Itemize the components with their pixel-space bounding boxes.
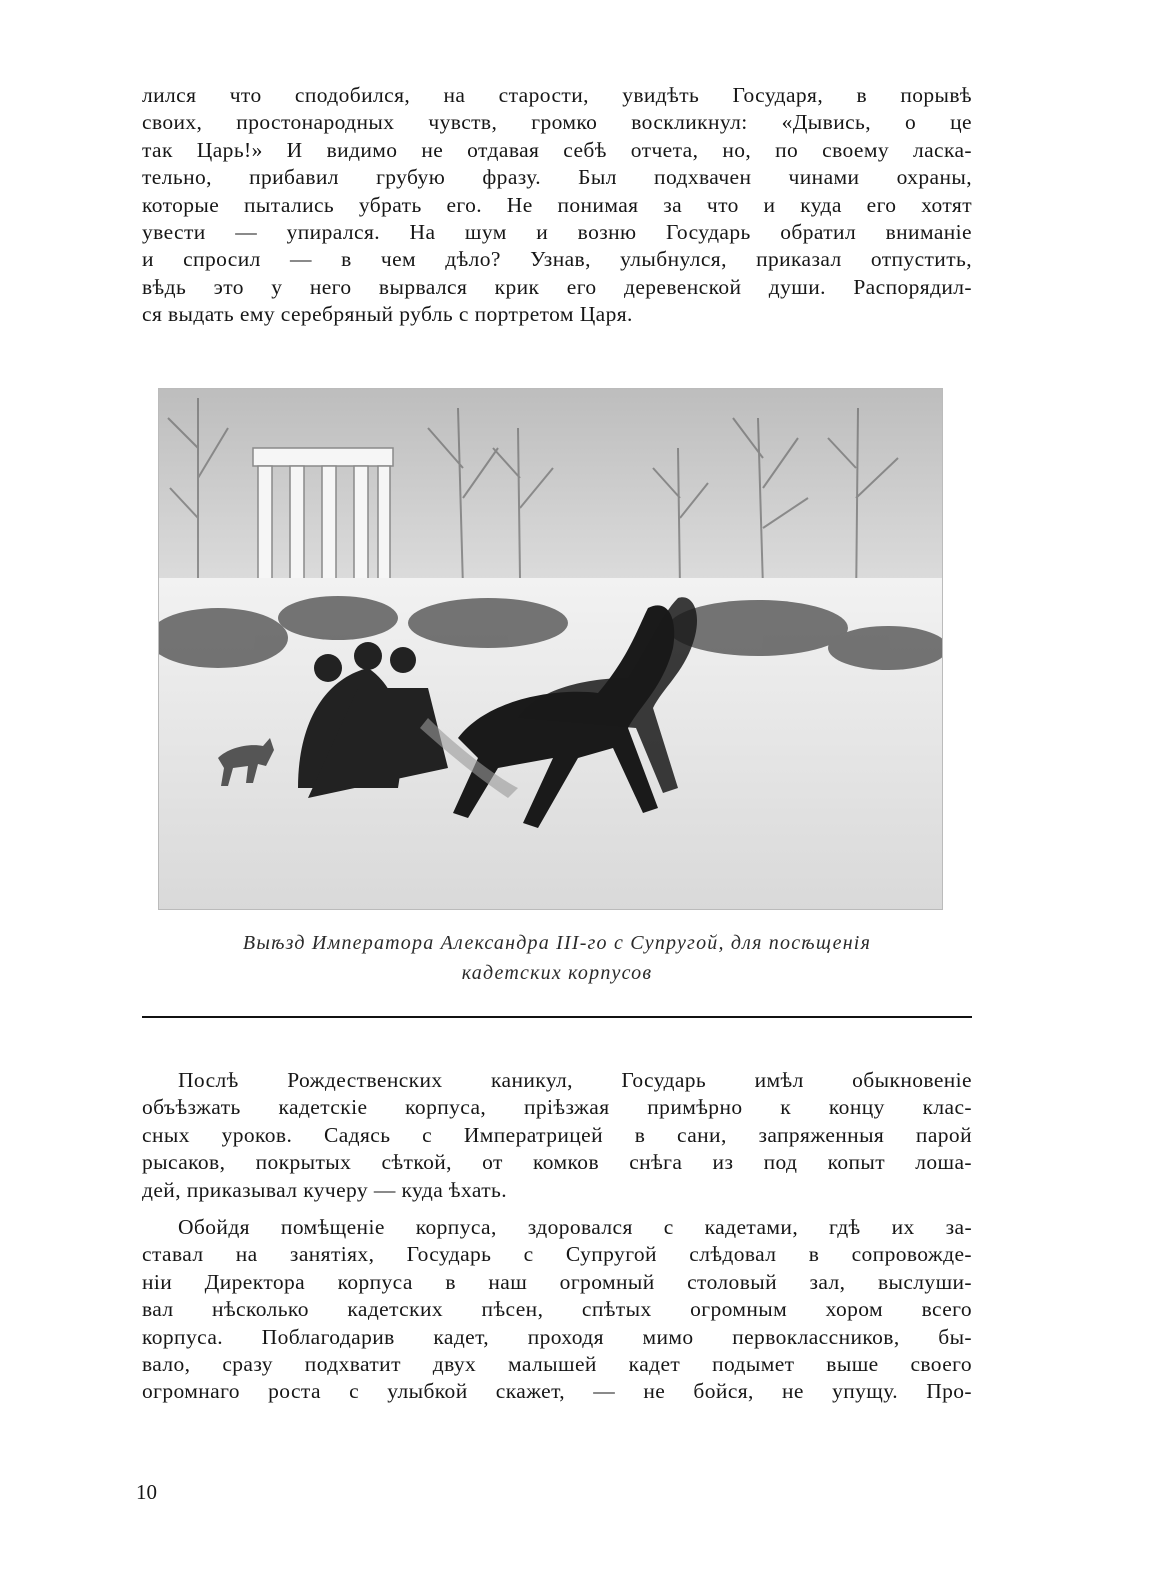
text-line: лился что сподобился, на старости, увидѣть Государя, в порывѣ bbox=[142, 83, 972, 107]
text-line: сных уроков. Садясь с Императрицей в сани, запряженныя парой bbox=[142, 1122, 972, 1147]
text-line: Послѣ Рождественских каникул, Государь имѣл обыкновеніе bbox=[178, 1068, 972, 1092]
page-number: 10 bbox=[136, 1480, 157, 1504]
text-line: Обойдя помѣщеніе корпуса, здоровался с кадетами, гдѣ их за- bbox=[178, 1215, 972, 1239]
caption-line: Выѣзд Императора Александра III-го с Супругой, для посѣщенія bbox=[242, 932, 872, 954]
text-line: ся выдать ему серебряный рубль с портретом Царя. bbox=[142, 302, 633, 327]
text-line: объѣзжать кадетскіе корпуса, пріѣзжая примѣрно к концу клас- bbox=[142, 1095, 972, 1120]
text-line: рысаков, покрытых сѣткой, от комков снѣга из под копыт лоша- bbox=[142, 1150, 972, 1175]
caption-line: кадетских корпусов bbox=[461, 962, 653, 984]
text-line: корпуса. Поблагодарив кадет, проходя мимо первоклассников, бы- bbox=[142, 1324, 972, 1349]
divider-rule bbox=[142, 1016, 972, 1018]
winter-sleigh-painting bbox=[158, 388, 943, 910]
text-line: своих, простонародных чувств, громко воскликнул: «Дывись, о це bbox=[142, 110, 972, 135]
text-line: так Царь!» И видимо не отдавая себѣ отчета, но, по своему ласка- bbox=[142, 137, 972, 162]
middle-paragraph bbox=[142, 1067, 972, 1204]
text-line: которые пытались убрать его. Не понимая за что и куда его хотят bbox=[142, 192, 972, 217]
text-line: увести — упирался. На шум и возню Государь обратил вниманіе bbox=[142, 220, 972, 245]
text-line: тельно, прибавил грубую фразу. Был подхвачен чинами охраны, bbox=[142, 165, 972, 190]
text-line: вѣдь это у него вырвался крик его деревенской души. Распорядил- bbox=[142, 274, 972, 299]
figure-caption bbox=[142, 928, 972, 988]
text-line: вало, сразу подхватит двух малышей кадет подымет выше своего bbox=[142, 1352, 972, 1377]
bottom-paragraph bbox=[142, 1214, 972, 1406]
text-line: дей, приказывал кучеру — куда ѣхать. bbox=[142, 1177, 508, 1202]
top-paragraph bbox=[142, 82, 972, 329]
text-line: ніи Директора корпуса в наш огромный столовый зал, выслуши- bbox=[142, 1269, 972, 1294]
text-line: и спросил — в чем дѣло? Узнав, улыбнулся, приказал отпустить, bbox=[142, 247, 972, 272]
text-line: вал нѣсколько кадетских пѣсен, спѣтых огромным хором всего bbox=[142, 1297, 972, 1322]
illustration-sleigh-ride bbox=[158, 388, 943, 910]
text-line: огромнаго роста с улыбкой скажет, — не бойся, не упущу. Про- bbox=[142, 1379, 972, 1404]
text-line: ставал на занятіях, Государь с Супругой слѣдовал в сопровожде- bbox=[142, 1242, 972, 1267]
